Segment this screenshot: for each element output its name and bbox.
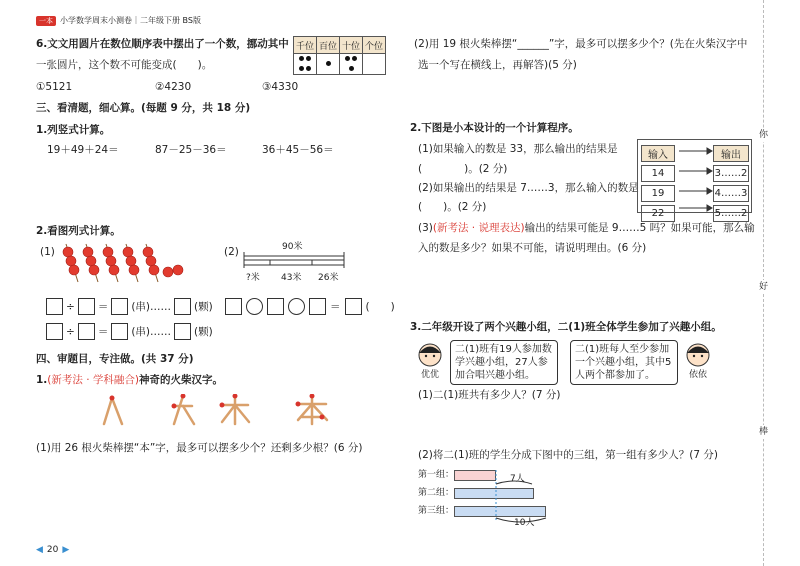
bar-group-1 [454,470,496,481]
unit-chuan: (串)…… [131,326,172,338]
page-header [36,15,201,26]
segment-2-label: 43米 [281,273,302,283]
part1-label: (1) [40,246,55,258]
prev-arrow-icon: ◀ [36,545,43,555]
answer-box[interactable] [225,298,242,315]
answer-row-2: ÷ ＝ (串)…… (颗) [46,323,213,340]
answer-box[interactable] [267,298,284,315]
girl-yiyi-icon [683,340,713,370]
speech-bubble-2: 二(1)班每人至少参加一个兴趣小组，其中5人两个都参加了。 [570,340,678,385]
section4-title: 四、审题目，专注做。(共 37 分) [36,353,194,365]
flow-output-header: 输出 [713,145,749,162]
answer-box[interactable] [46,323,63,340]
q6-line2: 一张圆片，这个数不可能变成( )。 [36,59,213,71]
pv-header-ones: 个位 [363,37,386,54]
expr-3: 36＋45－56＝ [262,144,334,156]
next-arrow-icon: ▶ [62,545,70,555]
flow-in-3: 22 [641,205,675,222]
pv-dots-hundreds [317,54,340,75]
page-footer [36,545,69,555]
answer-row-3: ＝ ( ) [225,298,395,315]
brand-badge: 一本 [36,16,56,26]
section3-sub1: 1.列竖式计算。 [36,124,111,136]
name-youyou: 优优 [421,370,440,380]
flow-in-1: 14 [641,165,675,182]
diff-label-1: 7人 [510,474,525,484]
answer-box[interactable] [111,298,128,315]
q4-2-3-text: 输出的结果可能是 9……5 吗？如果可能，那么输 [524,222,755,234]
segment-1-label: ?米 [246,273,260,283]
answer-row-1: ÷ ＝ (串)…… (颗) [46,298,213,315]
q4-1-tag: (新考法 · 学科融合) [47,374,140,386]
expr-1: 19＋49＋24＝ [47,144,119,156]
unit-paren: ( ) [365,301,395,313]
q4-3-1: (1)二(1)班共有多少人？(7 分) [418,389,561,401]
flow-in-2: 19 [641,185,675,202]
side-label-1: 你 [759,130,769,140]
group-2-label: 第二组： [418,488,455,498]
q4-2-2-line2: ( )。(2 分) [418,201,487,213]
q4-2-3-line2: 入的数是多少？如果不可能，请说明理由。(6 分) [418,242,647,254]
part2-label: (2) [224,246,239,258]
flow-out-3: 5……2 [713,205,749,222]
pv-dots-ones [363,54,386,75]
answer-box[interactable] [78,323,95,340]
expr-2: 87－25－36＝ [155,144,227,156]
q6-option-2: ②4230 [155,81,192,93]
flow-out-2: 4……3 [713,185,749,202]
q6-line1: 6.文文用圆片在数位顺序表中摆出了一个数，挪动其中 [36,38,289,50]
q4-1-1: (1)用 26 根火柴棒摆“本”字，最多可以摆多少个？还剩多少根？(6 分) [36,442,363,454]
q4-3-2: (2)将二(1)班的学生分成下图中的三组，第一组有多少人？(7 分) [418,449,718,461]
pv-dots-tens [340,54,363,75]
segment-diagram [240,250,350,272]
unit-chuan: (串)…… [131,301,172,313]
flow-arrows [677,142,713,212]
answer-box[interactable] [174,298,191,315]
side-label-3: 棒 [759,427,769,437]
group-3-label: 第三组： [418,506,455,516]
page-number: 20 [46,545,59,555]
header-title: 小学数学周末小测卷｜二年级下册 BS版 [60,16,201,25]
girl-youyou-icon [415,340,445,370]
section3-sub2: 2.看图列式计算。 [36,225,121,237]
answer-box[interactable] [309,298,326,315]
diff-label-2: 10人 [514,518,535,528]
q4-2-1-line2: ( )。(2 分) [418,163,508,175]
answer-box[interactable] [78,298,95,315]
segment-3-label: 26米 [318,273,339,283]
place-value-table [293,36,386,75]
operator-circle[interactable] [288,298,305,315]
side-band [755,0,800,566]
q4-2-1-line1: (1)如果输入的数是 33，那么输出的结果是 [418,143,618,155]
flow-output-col [713,142,749,225]
unit-ke: (颗) [194,301,213,313]
answer-box[interactable] [46,298,63,315]
q4-3-title: 3.二年级开设了两个兴趣小组，二(1)班全体学生参加了兴趣小组。 [410,321,722,333]
speech-bubble-1: 二(1)班有19人参加数学兴趣小组，27人参加合唱兴趣小组。 [450,340,558,385]
q6-option-1: ①5121 [36,81,73,93]
q6-option-3: ③4330 [262,81,299,93]
q4-1-2-line1: (2)用 19 根火柴棒摆“______”字，最多可以摆多少个？(先在火柴汉字中 [414,38,748,50]
section3-title: 三、看清题，细心算。(每题 9 分，共 18 分) [36,102,251,114]
q4-2-3-tag: (新考法 · 说理表达) [432,222,525,234]
flow-out-1: 3……2 [713,165,749,182]
pv-header-tens: 十位 [340,37,363,54]
answer-box[interactable] [345,298,362,315]
operator-circle[interactable] [246,298,263,315]
q4-2-3-line1: (3)(新考法 · 说理表达)输出的结果可能是 9……5 吗？如果可能，那么输 [418,222,755,234]
answer-box[interactable] [174,323,191,340]
q4-1-2-line2: 选一个写在横线上，再解答)(5 分) [418,59,577,71]
unit-ke: (颗) [194,326,213,338]
q4-1-title: 1.(新考法 · 学科融合)神奇的火柴汉字。 [36,374,224,386]
q4-2-2-line1: (2)如果输出的结果是 7……3，那么输入的数是 [418,182,639,194]
group-1-label: 第一组： [418,470,455,480]
q4-1-text: 神奇的火柴汉字。 [139,374,224,386]
total-length-label: 90米 [282,242,303,252]
flow-input-col [641,142,675,225]
pv-header-thousands: 千位 [294,37,317,54]
pv-dots-thousands [294,54,317,75]
flow-input-header: 输入 [641,145,675,162]
side-label-2: 好 [759,282,769,292]
pv-header-hundreds: 百位 [317,37,340,54]
matchstick-characters-image [92,394,362,428]
q4-2-title: 2.下图是小本设计的一个计算程序。 [410,122,579,134]
hawthorn-skewers-image [60,242,190,284]
name-yiyi: 依依 [689,370,708,380]
answer-box[interactable] [111,323,128,340]
